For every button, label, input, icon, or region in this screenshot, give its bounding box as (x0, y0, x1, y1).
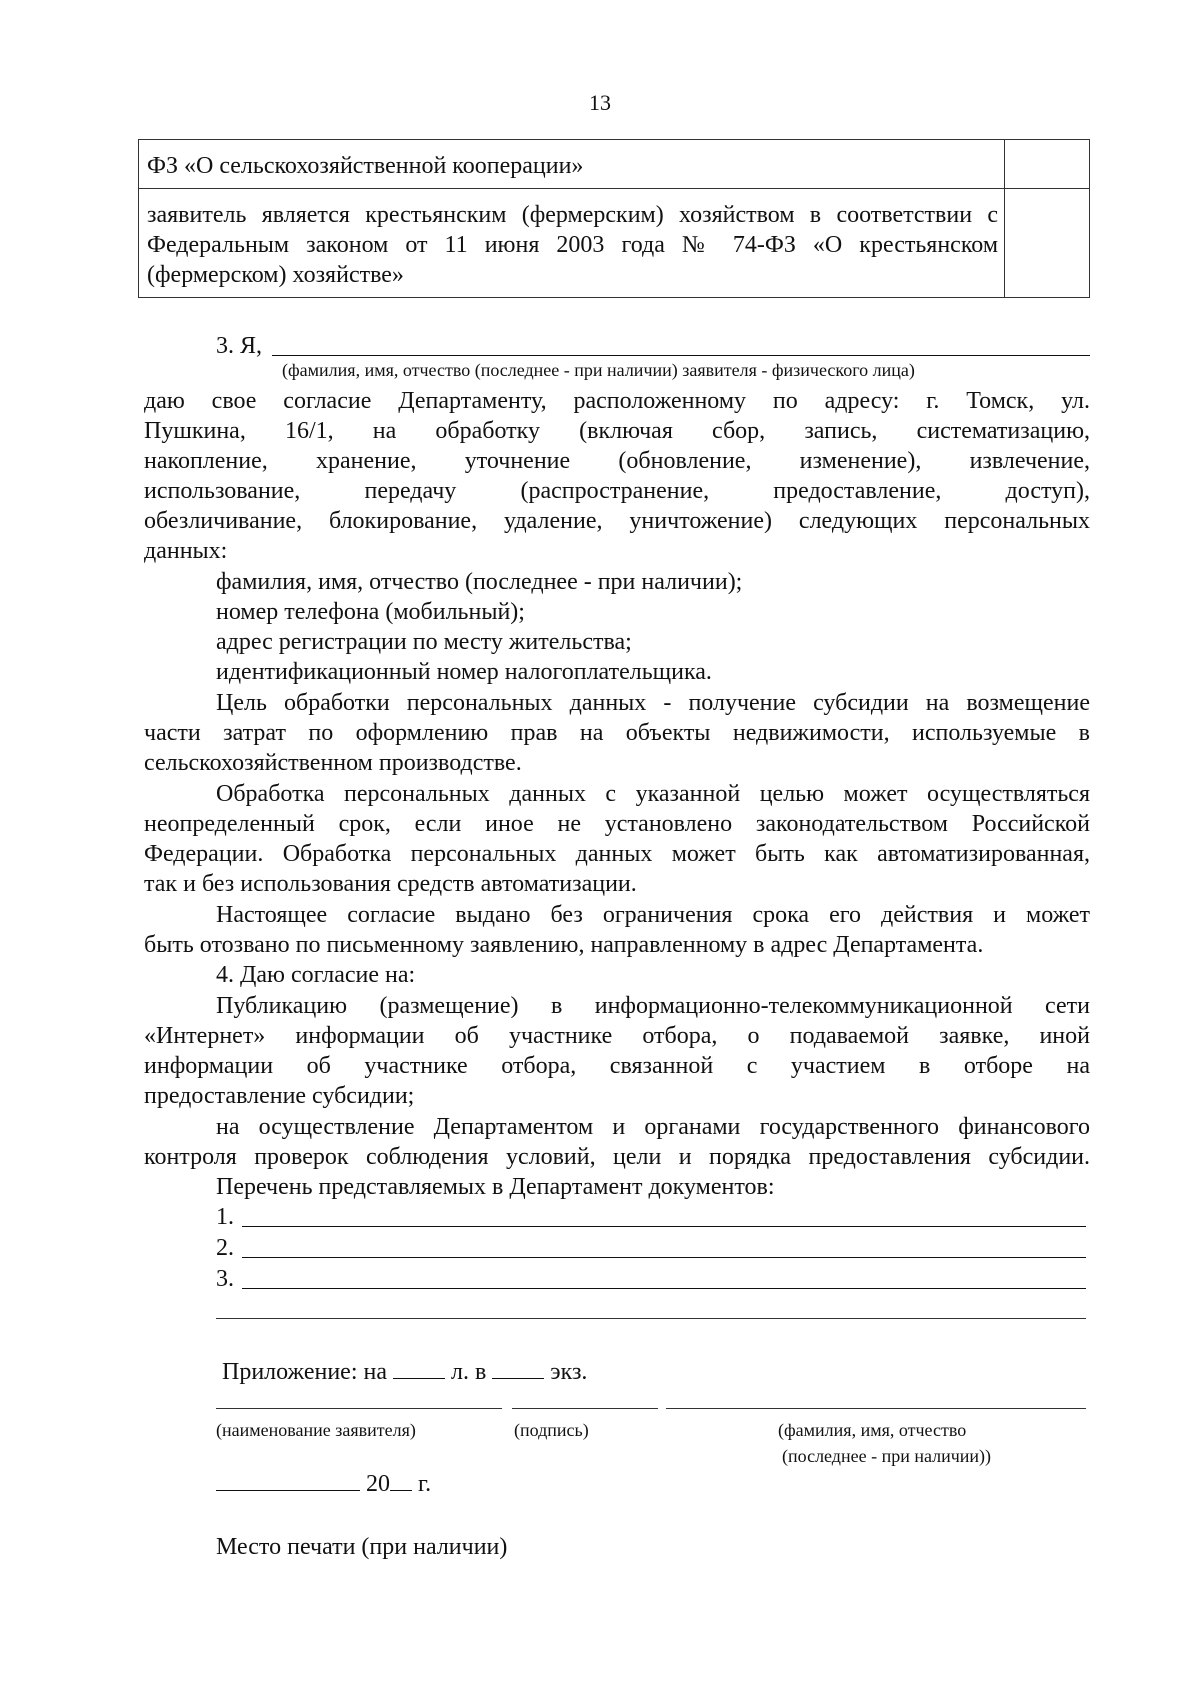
document-field[interactable] (242, 1288, 1086, 1289)
consent-line: обезличивание, блокирование, удаление, уничтожение) следующих персональных (144, 508, 1090, 534)
criteria-text: (фермерском) хозяйстве» (147, 262, 404, 288)
processing-line: так и без использования средств автоматизации. (144, 871, 637, 897)
stamp-place: Место печати (при наличии) (216, 1534, 508, 1560)
data-item: адрес регистрации по месту жительства; (216, 629, 632, 655)
publication-line: информации об участнике отбора, связанной с участием в отборе на (144, 1053, 1090, 1079)
consent-line: использование, передачу (распространение, предоставление, доступ), (144, 478, 1090, 504)
signer-name-field[interactable] (666, 1408, 1086, 1409)
page-number: 13 (589, 90, 611, 115)
control-line: на осуществление Департаментом и органами государственного финансового (216, 1114, 1090, 1140)
table-row (139, 140, 1090, 189)
validity-line: быть отозвано по письменному заявлению, направленному в адрес Департамента. (144, 932, 984, 958)
publication-line: «Интернет» информации об участнике отбора, о подаваемой заявке, иной (144, 1023, 1090, 1049)
purpose-line: части затрат по оформлению прав на объекты недвижимости, используемые в (144, 720, 1090, 746)
table-row (139, 189, 1090, 298)
attachment-line (222, 1357, 587, 1387)
data-item: идентификационный номер налогоплательщика. (216, 659, 712, 685)
publication-line: предоставление субсидии; (144, 1083, 415, 1109)
date-year-suffix: г. (418, 1471, 432, 1497)
checkbox-cell[interactable] (1005, 189, 1090, 298)
sheets-count-field[interactable] (393, 1358, 445, 1379)
criteria-cell (139, 140, 1005, 189)
attachment-middle: л. в (450, 1359, 487, 1385)
signer-name-caption: (фамилия, имя, отчество (778, 1420, 967, 1440)
data-item: номер телефона (мобильный); (216, 599, 525, 625)
document-field[interactable] (242, 1257, 1086, 1258)
document-number: 3. (216, 1266, 234, 1292)
data-item: фамилия, имя, отчество (последнее - при наличии); (216, 569, 743, 595)
signer-name-caption: (последнее - при наличии)) (782, 1446, 992, 1466)
consent-line: даю свое согласие Департаменту, расположенному по адресу: г. Томск, ул. (144, 388, 1090, 414)
checkbox-cell[interactable] (1005, 140, 1090, 189)
attachment-suffix: экз. (550, 1359, 588, 1385)
signature-field[interactable] (512, 1408, 658, 1409)
document-number: 1. (216, 1204, 234, 1230)
copies-count-field[interactable] (492, 1358, 544, 1379)
document-field-extra[interactable] (216, 1318, 1086, 1319)
section-3-label: 3. Я, (216, 333, 263, 359)
purpose-line: сельскохозяйственном производстве. (144, 750, 522, 776)
document-field[interactable] (242, 1226, 1086, 1227)
criteria-text: ФЗ «О сельскохозяйственной кооперации» (147, 153, 584, 179)
applicant-name-field[interactable] (272, 355, 1090, 356)
criteria-text: заявитель является крестьянским (фермерским) хозяйством в соответствии с (147, 202, 998, 228)
document-number: 2. (216, 1235, 234, 1261)
purpose-line: Цель обработки персональных данных - получение субсидии на возмещение (216, 690, 1090, 716)
criteria-text: Федеральным законом от 11 июня 2003 года № 74-ФЗ «О крестьянском (147, 232, 998, 258)
date-year-field[interactable] (390, 1470, 412, 1491)
applicant-name-signature-field[interactable] (216, 1408, 502, 1409)
consent-line: данных: (144, 538, 228, 564)
documents-heading: Перечень представляемых в Департамент документов: (216, 1174, 775, 1200)
criteria-table (138, 139, 1090, 298)
criteria-cell (139, 189, 1005, 298)
signature-caption: (подпись) (514, 1420, 589, 1440)
processing-line: Обработка персональных данных с указанной целью может осуществляться (216, 781, 1090, 807)
publication-line: Публикацию (размещение) в информационно-телекоммуникационной сети (216, 993, 1090, 1019)
date-year-prefix: 20 (366, 1471, 390, 1497)
processing-line: неопределенный срок, если иное не установлено законодательством Российской (144, 811, 1090, 837)
section-4-heading: 4. Даю согласие на: (216, 962, 416, 988)
consent-line: накопление, хранение, уточнение (обновление, изменение), извлечение, (144, 448, 1090, 474)
validity-line: Настоящее согласие выдано без ограничения срока его действия и может (216, 902, 1090, 928)
attachment-prefix: Приложение: на (222, 1359, 387, 1385)
consent-line: Пушкина, 16/1, на обработку (включая сбор, запись, систематизацию, (144, 418, 1090, 444)
processing-line: Федерации. Обработка персональных данных может быть как автоматизированная, (144, 841, 1090, 867)
date-line (216, 1469, 431, 1499)
applicant-caption: (наименование заявителя) (216, 1420, 416, 1440)
date-day-month-field[interactable] (216, 1470, 360, 1491)
control-line: контроля проверок соблюдения условий, цели и порядка предоставления субсидии. (144, 1144, 1090, 1170)
applicant-name-caption: (фамилия, имя, отчество (последнее - при наличии) заявителя - физического лица) (282, 360, 915, 380)
